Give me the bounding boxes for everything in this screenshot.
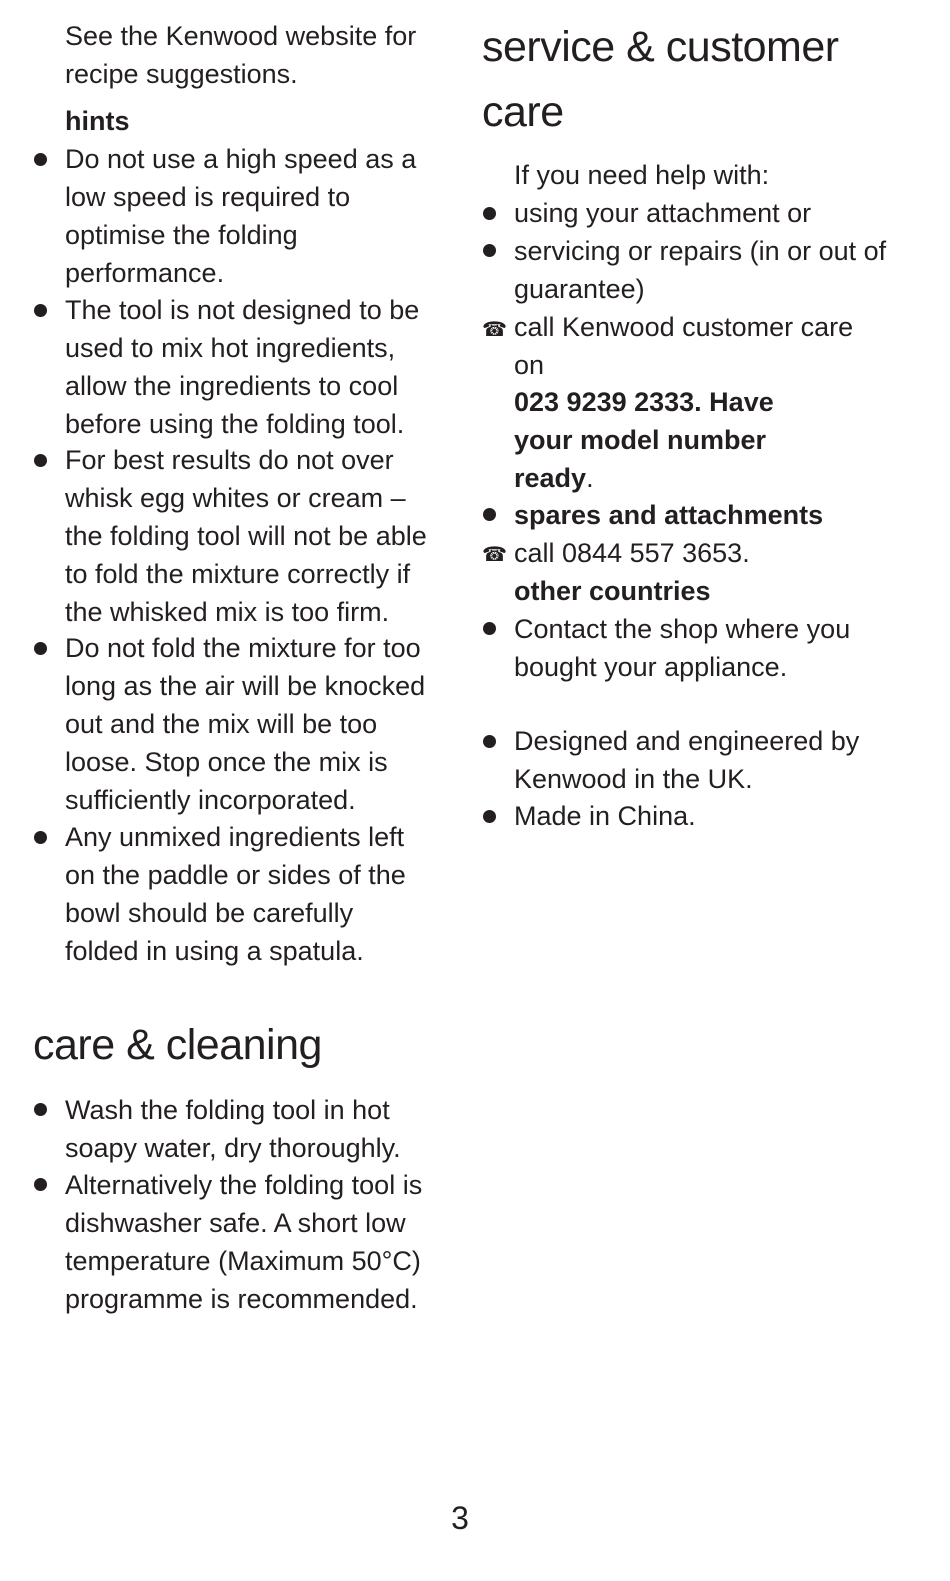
- hint-line: the folding tool will not be able: [65, 521, 427, 551]
- bullet-icon: [34, 454, 47, 467]
- care-line: Alternatively the folding tool is: [65, 1170, 423, 1200]
- hint-line: performance.: [65, 258, 225, 288]
- care-number-line: your model number: [514, 425, 767, 455]
- model-ready-text: ready: [514, 463, 587, 493]
- intro-line: See the Kenwood website for: [65, 21, 417, 51]
- bullet-icon: [34, 1178, 47, 1191]
- care-cleaning-heading: care & cleaning: [33, 1021, 322, 1069]
- hint-line: Do not use a high speed as a: [65, 144, 417, 174]
- care-line: temperature (Maximum 50°C): [65, 1246, 421, 1276]
- help-item: using your attachment or: [514, 198, 812, 228]
- service-heading-line: care: [482, 88, 564, 136]
- bullet-icon: [483, 508, 496, 521]
- hint-line: For best results do not over: [65, 445, 394, 475]
- bullet-icon: [483, 622, 496, 635]
- bullet-icon: [34, 642, 47, 655]
- intro-line: recipe suggestions.: [65, 59, 298, 89]
- other-line: Contact the shop where you: [514, 614, 851, 644]
- hint-line: optimise the folding: [65, 220, 298, 250]
- telephone-icon: ☎: [482, 319, 507, 341]
- bullet-icon: [34, 304, 47, 317]
- hint-line: on the paddle or sides of the: [65, 860, 406, 890]
- other-line: bought your appliance.: [514, 652, 788, 682]
- bullet-icon: [483, 244, 496, 257]
- hint-line: The tool is not designed to be: [65, 295, 420, 325]
- care-line: soapy water, dry thoroughly.: [65, 1133, 401, 1163]
- hint-line: the whisked mix is too firm.: [65, 597, 390, 627]
- footer-line: Made in China.: [514, 801, 696, 831]
- spares-call-line: call 0844 557 3653.: [514, 538, 750, 568]
- hint-line: out and the mix will be too: [65, 709, 378, 739]
- help-item: servicing or repairs (in or out of: [514, 236, 887, 266]
- help-intro: If you need help with:: [514, 160, 770, 190]
- telephone-icon: ☎: [482, 544, 507, 566]
- call-care-line: on: [514, 350, 545, 380]
- hint-line: to fold the mixture correctly if: [65, 559, 411, 589]
- footer-line: Kenwood in the UK.: [514, 764, 753, 794]
- other-countries-heading: other countries: [514, 576, 711, 606]
- spares-heading: spares and attachments: [514, 500, 824, 530]
- bullet-icon: [34, 1103, 47, 1116]
- hint-line: folded in using a spatula.: [65, 936, 364, 966]
- care-number-line: 023 9239 2333. Have: [514, 387, 774, 417]
- hint-line: Any unmixed ingredients left: [65, 822, 405, 852]
- care-number-line: [514, 459, 594, 497]
- bullet-icon: [483, 810, 496, 823]
- hint-line: sufficiently incorporated.: [65, 785, 356, 815]
- hint-line: used to mix hot ingredients,: [65, 333, 396, 363]
- period-text: .: [586, 463, 594, 493]
- care-line: dishwasher safe. A short low: [65, 1208, 406, 1238]
- hint-line: allow the ingredients to cool: [65, 371, 399, 401]
- hint-line: bowl should be carefully: [65, 898, 354, 928]
- bullet-icon: [483, 207, 496, 220]
- care-line: programme is recommended.: [65, 1284, 418, 1314]
- hint-line: before using the folding tool.: [65, 409, 405, 439]
- hints-heading: hints: [65, 106, 130, 136]
- care-line: Wash the folding tool in hot: [65, 1095, 390, 1125]
- hint-line: long as the air will be knocked: [65, 671, 426, 701]
- hint-line: whisk egg whites or cream –: [65, 483, 406, 513]
- help-item: guarantee): [514, 274, 645, 304]
- call-care-line: call Kenwood customer care: [514, 312, 854, 342]
- hint-line: low speed is required to: [65, 182, 351, 212]
- bullet-icon: [34, 153, 47, 166]
- footer-line: Designed and engineered by: [514, 726, 860, 756]
- bullet-icon: [34, 831, 47, 844]
- hint-line: loose. Stop once the mix is: [65, 747, 388, 777]
- hint-line: Do not fold the mixture for too: [65, 633, 421, 663]
- page-number: 3: [451, 1500, 469, 1536]
- bullet-icon: [483, 735, 496, 748]
- service-heading-line: service & customer: [482, 23, 839, 71]
